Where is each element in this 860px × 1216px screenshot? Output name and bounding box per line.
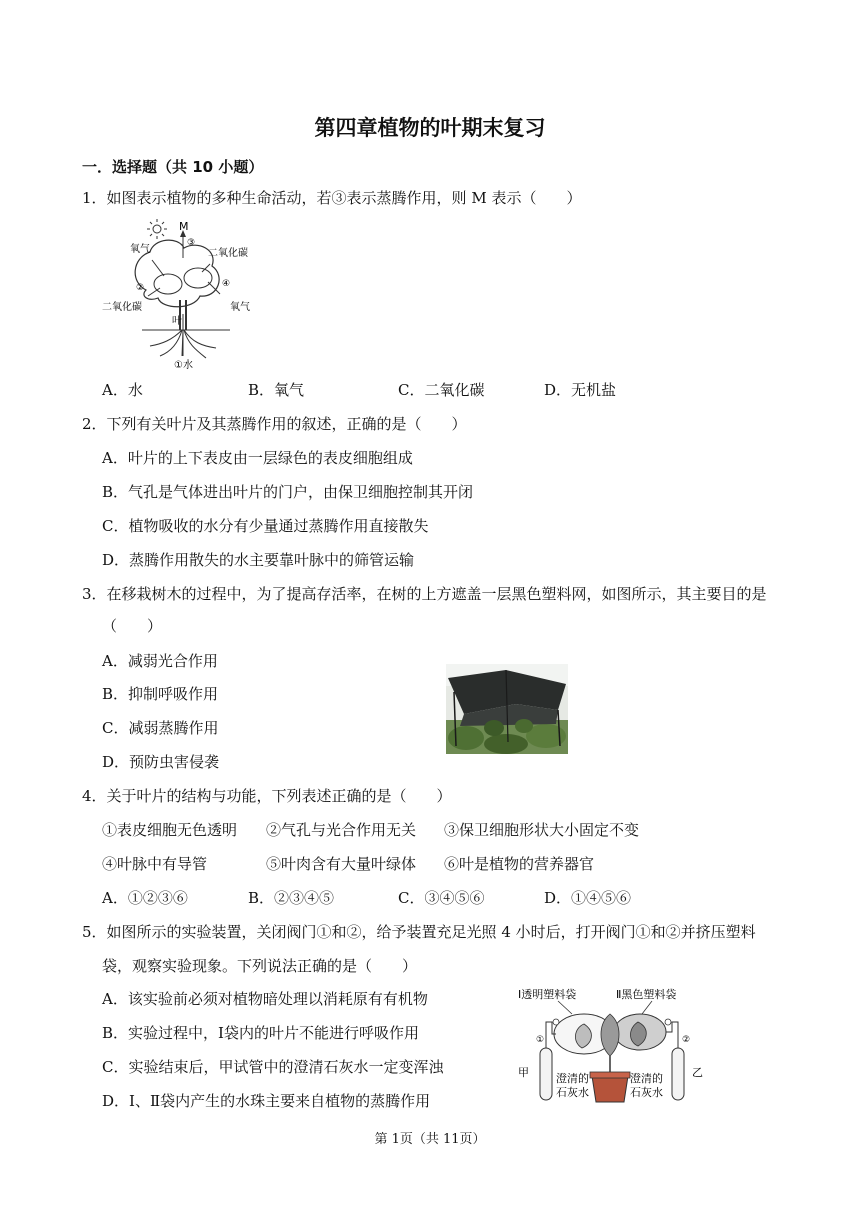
q4-options: [102, 888, 802, 908]
q4-statement-5: ⑤叶肉含有大量叶绿体: [266, 855, 417, 873]
q4-statement-3: ③保卫细胞形状大小固定不变: [444, 821, 640, 839]
q1-option-d[interactable]: D．无机盐: [544, 381, 617, 399]
q1-plant-diagram: [102, 218, 262, 370]
q4-statements-row2: [102, 854, 802, 874]
q5-option-a[interactable]: A．该实验前必须对植物暗处理以消耗原有有机物: [102, 990, 428, 1008]
label-valve1: ①: [536, 1035, 545, 1045]
q4-option-a[interactable]: A．①②③⑥: [102, 889, 188, 907]
q2-option-a[interactable]: A．叶片的上下表皮由一层绿色的表皮细胞组成: [102, 449, 413, 467]
label-leaf: 叶: [172, 316, 182, 327]
q3-stem-line2: （ ）: [102, 617, 163, 635]
q1-stem: 1．如图表示植物的多种生命活动，若③表示蒸腾作用，则 M 表示（ ）: [82, 189, 582, 207]
q4-statement-1: ①表皮细胞无色透明: [102, 821, 238, 839]
q1-option-a[interactable]: A．水: [102, 381, 143, 399]
label-lime-right-1: 澄清的: [630, 1072, 663, 1085]
label-lime-left-2: 石灰水: [556, 1086, 589, 1099]
q4-option-c[interactable]: C．③④⑤⑥: [398, 889, 485, 907]
q3-shade-net-photo: [446, 664, 568, 754]
q5-experiment-diagram: [512, 984, 718, 1108]
sun-icon: [147, 219, 167, 239]
q5-stem-line1: 5．如图所示的实验装置，关闭阀门①和②，给予装置充足光照 4 小时后，打开阀门①和②并挤压塑料: [82, 923, 756, 941]
label-lime-left-1: 澄清的: [556, 1072, 589, 1085]
label-oxygen-left: 氧气: [130, 244, 150, 255]
label-bag2: Ⅱ黑色塑料袋: [616, 988, 677, 1001]
q2-stem: 2．下列有关叶片及其蒸腾作用的叙述，正确的是（ ）: [82, 415, 467, 433]
q2-option-d[interactable]: D．蒸腾作用散失的水主要靠叶脉中的筛管运输: [102, 551, 415, 569]
q5-option-c[interactable]: C．实验结束后，甲试管中的澄清石灰水一定变浑浊: [102, 1058, 444, 1076]
q3-option-c[interactable]: C．减弱蒸腾作用: [102, 719, 219, 737]
label-m: M: [179, 220, 189, 233]
q3-stem-line1: 3．在移栽树木的过程中，为了提高存活率，在树的上方遮盖一层黑色塑料网，如图所示，其主要目的是: [82, 585, 767, 603]
q1-option-b[interactable]: B．氧气: [248, 381, 305, 399]
q4-option-b[interactable]: B．②③④⑤: [248, 889, 335, 907]
q2-option-c[interactable]: C．植物吸收的水分有少量通过蒸腾作用直接散失: [102, 517, 429, 535]
q4-statements-row1: [102, 820, 802, 840]
label-3: ③: [187, 238, 196, 248]
q3-option-a[interactable]: A．减弱光合作用: [102, 652, 218, 670]
q4-statement-6: ⑥叶是植物的营养器官: [444, 855, 595, 873]
label-2: ②: [136, 283, 145, 293]
label-oxygen-right: 氧气: [230, 302, 250, 313]
section-heading: 一．选择题（共 10 小题）: [82, 158, 264, 176]
q5-option-b[interactable]: B．实验过程中，Ⅰ袋内的叶片不能进行呼吸作用: [102, 1024, 419, 1042]
q3-option-d[interactable]: D．预防虫害侵袭: [102, 753, 220, 771]
q4-stem: 4．关于叶片的结构与功能，下列表述正确的是（ ）: [82, 787, 452, 805]
q1-option-c[interactable]: C．二氧化碳: [398, 381, 485, 399]
label-bag1: Ⅰ透明塑料袋: [518, 988, 577, 1001]
q4-statement-2: ②气孔与光合作用无关: [266, 821, 417, 839]
label-valve2: ②: [682, 1035, 691, 1045]
label-co2-right: 二氧化碳: [208, 248, 248, 259]
label-yi: 乙: [692, 1066, 703, 1079]
page-title: 第四章植物的叶期末复习: [314, 116, 546, 140]
label-4: ④: [222, 279, 231, 289]
q5-stem-line2: 袋，观察实验现象。下列说法正确的是（ ）: [102, 957, 418, 975]
label-co2-left: 二氧化碳: [102, 302, 142, 313]
q1-options: [102, 380, 802, 400]
q5-option-d[interactable]: D．Ⅰ、Ⅱ袋内产生的水珠主要来自植物的蒸腾作用: [102, 1092, 431, 1110]
label-lime-right-2: 石灰水: [630, 1086, 663, 1099]
label-jia: 甲: [518, 1066, 529, 1079]
q2-option-b[interactable]: B．气孔是气体进出叶片的门户，由保卫细胞控制其开闭: [102, 483, 474, 501]
label-water: ①水: [174, 360, 193, 370]
page-footer: 第 1页（共 11页）: [374, 1132, 486, 1147]
q4-option-d[interactable]: D．①④⑤⑥: [544, 889, 632, 907]
q4-statement-4: ④叶脉中有导管: [102, 855, 208, 873]
q3-option-b[interactable]: B．抑制呼吸作用: [102, 685, 219, 703]
